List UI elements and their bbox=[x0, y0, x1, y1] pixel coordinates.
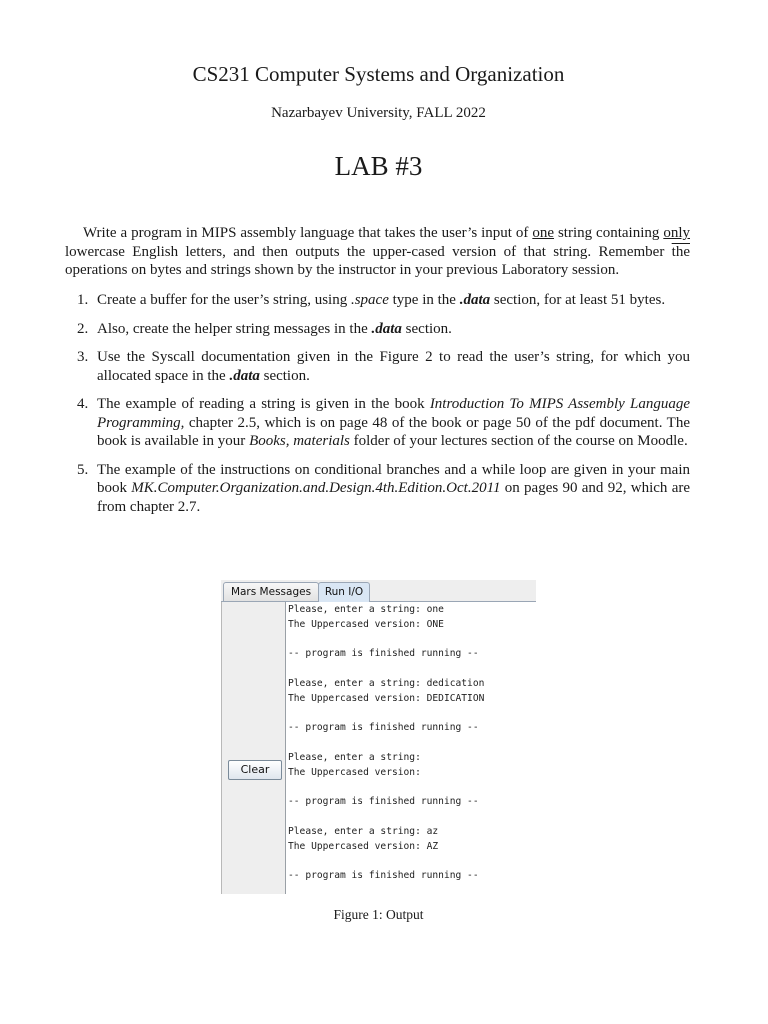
task-text: chapter 2.5, which is on page 48 of the book or page 50 of the pdf document. The book is available in your bbox=[97, 414, 690, 449]
task-text: section. bbox=[259, 367, 310, 384]
console-line: The Uppercased version: AZ bbox=[288, 840, 439, 852]
task-item bbox=[65, 320, 690, 339]
emphasis-one: one bbox=[532, 225, 555, 241]
task-text: The example of reading a string is given in the book bbox=[97, 396, 430, 412]
task-item bbox=[65, 291, 690, 310]
code-data: .data bbox=[371, 320, 402, 337]
intro-text: Write a program in MIPS assembly language that takes the user’s input of bbox=[83, 225, 533, 241]
code-space: .space bbox=[350, 292, 389, 308]
task-text: Create a buffer for the user’s string, using bbox=[97, 292, 351, 308]
task-text: Also, create the helper string messages in the bbox=[97, 320, 372, 337]
console-line: Please, enter a string: dedication bbox=[288, 678, 485, 689]
task-text: on pages 90 and 92, which are from chapter 2.7. bbox=[97, 480, 691, 515]
task-number: 3. bbox=[77, 349, 89, 365]
tab-run-io[interactable]: Run I/O bbox=[318, 582, 370, 602]
task-item bbox=[65, 348, 690, 385]
task-item bbox=[65, 461, 690, 517]
task-text: type in the bbox=[388, 292, 460, 308]
university-term: Nazarbayev University, FALL 2022 bbox=[271, 105, 486, 121]
console-line: The Uppercased version: ONE bbox=[288, 618, 444, 630]
task-text: folder of your lectures section of the course on Moodle. bbox=[349, 433, 688, 449]
book-title: MK.Computer.Organization.and.Design.4th.Edition.Oct.2011 bbox=[131, 480, 501, 496]
task-text: section, for at least 51 bytes. bbox=[490, 292, 666, 308]
task-text: The example of the instructions on conditional branches and a while loop are given in your main book bbox=[97, 461, 690, 496]
console-line: -- program is finished running -- bbox=[288, 648, 479, 660]
book-title: Introduction To MIPS Assembly Language Programming, bbox=[97, 396, 690, 431]
console-line: The Uppercased version: bbox=[288, 766, 421, 778]
intro-text: operations on bytes and strings shown by the instructor in your previous Laboratory session. bbox=[65, 262, 620, 278]
task-number: 5. bbox=[77, 461, 89, 478]
mars-console-figure bbox=[221, 580, 536, 894]
intro-paragraph bbox=[65, 224, 690, 280]
console-line: -- program is finished running -- bbox=[288, 722, 479, 734]
emphasis-the: $\overline{the}$ bbox=[671, 243, 690, 260]
console-line: -- program is finished running -- bbox=[288, 870, 479, 882]
task-item bbox=[65, 395, 690, 451]
task-text: Use the Syscall documentation given in the Figure 2 to read the user’s string, for which you allocated space in the bbox=[97, 349, 690, 384]
console-line: Please, enter a string: az bbox=[288, 826, 439, 837]
console-line: -- program is finished running -- bbox=[288, 796, 479, 808]
task-text: section. bbox=[401, 320, 452, 337]
code-data: .data bbox=[229, 367, 260, 384]
intro-text: lowercase English letters, and then outputs the upper-cased version of that string. Remember bbox=[65, 243, 672, 260]
tab-mars-messages[interactable]: Mars Messages bbox=[223, 582, 319, 601]
lab-title: LAB #3 bbox=[334, 151, 423, 181]
figure-caption: Figure 1: Output bbox=[333, 907, 424, 922]
console-output[interactable] bbox=[285, 602, 537, 894]
console-line: The Uppercased version: DEDICATION bbox=[288, 692, 485, 704]
task-list bbox=[65, 291, 690, 526]
console-line: Please, enter a string: one bbox=[288, 604, 444, 615]
console-line: Please, enter a string: bbox=[288, 752, 421, 763]
console-tab-bar bbox=[221, 580, 536, 602]
code-data: .data bbox=[459, 292, 491, 308]
course-title: CS231 Computer Systems and Organization bbox=[192, 62, 565, 86]
console-side-pane bbox=[221, 602, 285, 894]
emphasis-only: only bbox=[663, 225, 690, 241]
task-number: 2. bbox=[77, 320, 89, 337]
task-number: 4. bbox=[77, 396, 89, 412]
folder-name: Books, materials bbox=[249, 433, 350, 449]
task-number: 1. bbox=[77, 292, 89, 308]
intro-text: string containing bbox=[554, 225, 664, 241]
clear-button[interactable]: Clear bbox=[228, 760, 282, 780]
